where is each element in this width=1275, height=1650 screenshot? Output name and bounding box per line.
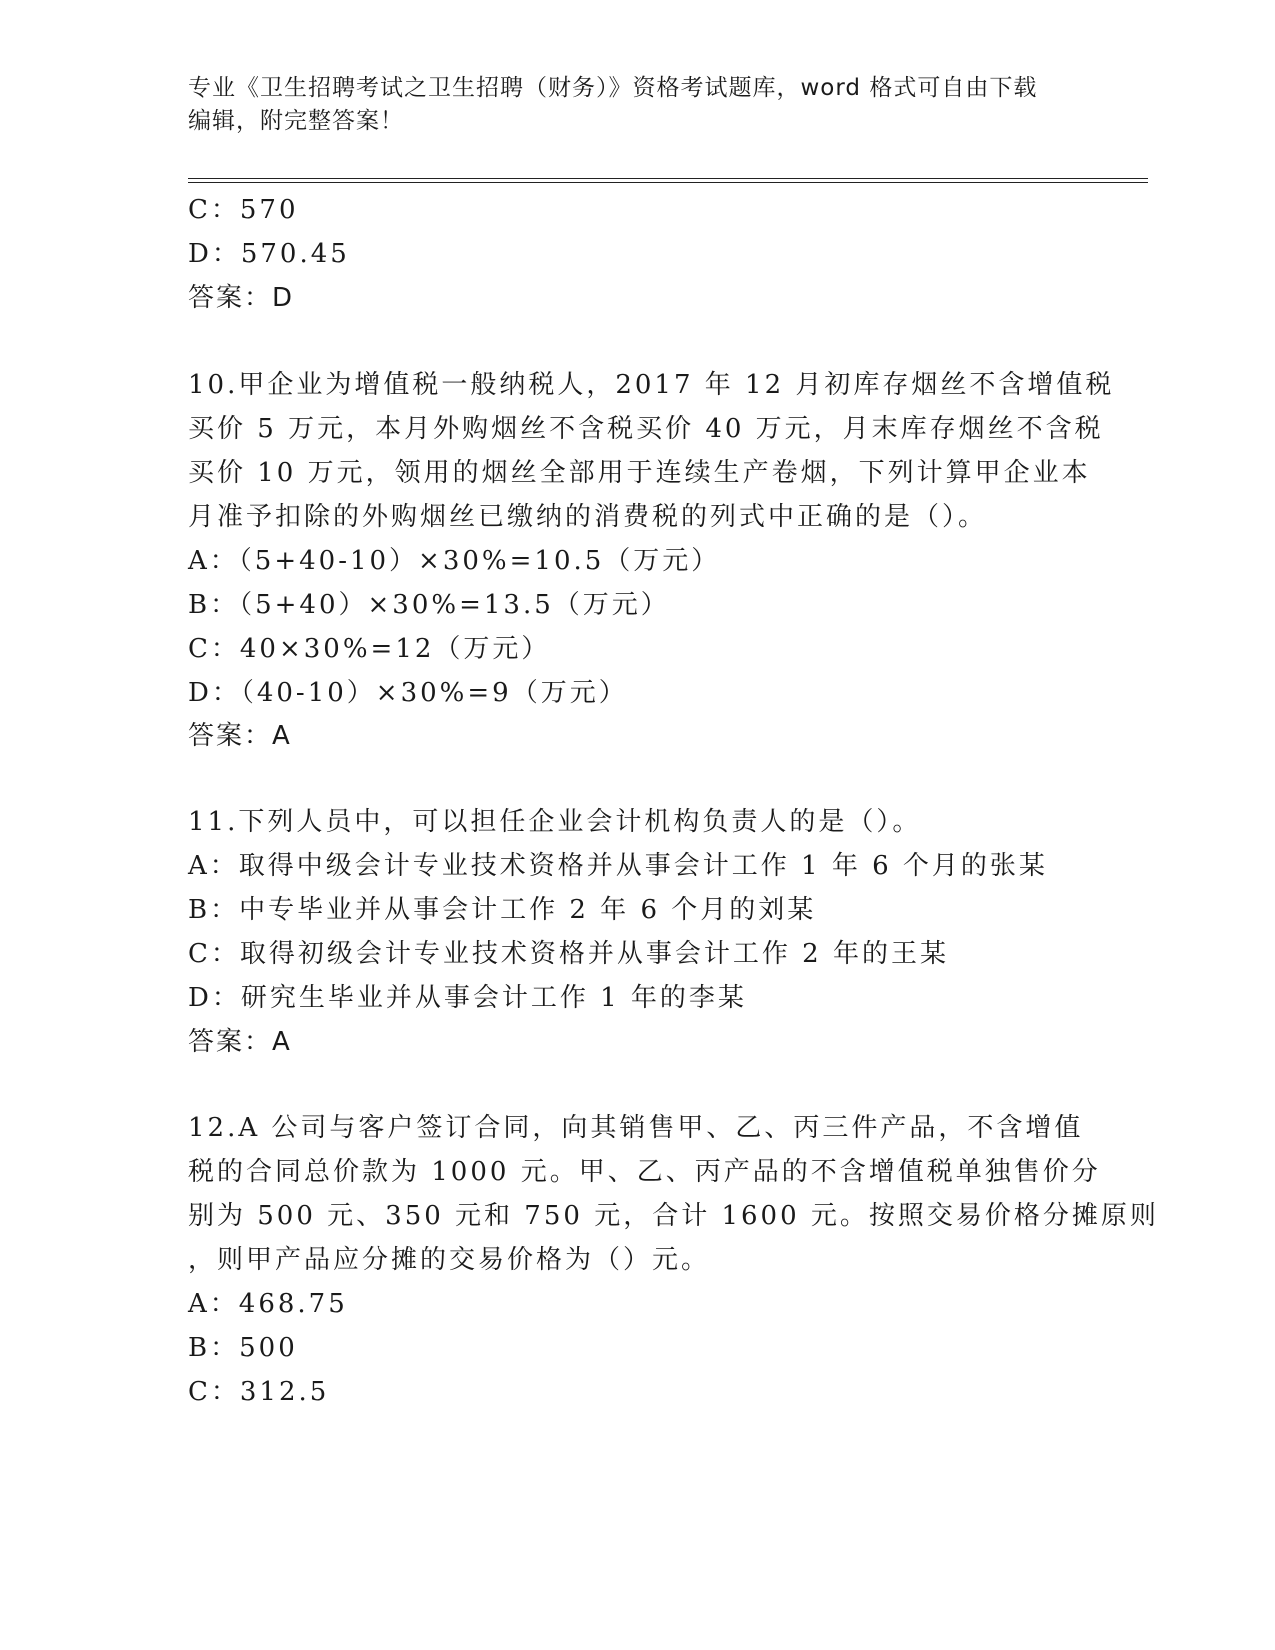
q9-option-d: D：570.45 — [188, 239, 350, 269]
q12-stem-line-2: 税的合同总价款为 1000 元。甲、乙、丙产品的不含增值税单独售价分 — [188, 1157, 1101, 1187]
q10-answer: 答案：A — [188, 721, 292, 751]
q10-stem-line-1: 10.甲企业为增值税一般纳税人，2017 年 12 月初库存烟丝不含增值税 — [188, 370, 1115, 400]
q10-option-d: D：（40-10）×30%=9（万元） — [188, 678, 628, 708]
header-divider-bottom — [188, 182, 1148, 183]
header-line-1: 专业《卫生招聘考试之卫生招聘（财务）》资格考试题库，word 格式可自由下载 — [188, 75, 1038, 101]
q10-option-b: B：（5+40）×30%=13.5（万元） — [188, 590, 670, 620]
q10-stem-line-2: 买价 5 万元，本月外购烟丝不含税买价 40 万元，月末库存烟丝不含税 — [188, 414, 1104, 444]
q11-option-b: B：中专毕业并从事会计工作 2 年 6 个月的刘某 — [188, 895, 817, 925]
header-line-2: 编辑，附完整答案！ — [188, 108, 404, 134]
q12-option-a: A：468.75 — [188, 1289, 348, 1319]
q10-stem-line-4: 月准予扣除的外购烟丝已缴纳的消费税的列式中正确的是（）。 — [188, 502, 988, 532]
q10-option-c: C：40×30%=12（万元） — [188, 634, 551, 664]
q12-stem-line-1: 12.A 公司与客户签订合同，向其销售甲、乙、丙三件产品，不含增值 — [188, 1113, 1084, 1143]
q12-stem-line-4: ，则甲产品应分摊的交易价格为（）元。 — [188, 1245, 711, 1275]
document-header — [188, 72, 1088, 138]
q11-option-a: A：取得中级会计专业技术资格并从事会计工作 1 年 6 个月的张某 — [188, 851, 1048, 881]
q11-option-d: D：研究生毕业并从事会计工作 1 年的李某 — [188, 983, 747, 1013]
q10-option-a: A：（5+40-10）×30%=10.5（万元） — [188, 546, 721, 576]
q11-option-c: C：取得初级会计专业技术资格并从事会计工作 2 年的王某 — [188, 939, 949, 969]
header-divider-top — [188, 178, 1148, 179]
q9-option-c: C：570 — [188, 195, 299, 225]
q9-answer: 答案：D — [188, 283, 295, 313]
q11-stem: 11.下列人员中，可以担任企业会计机构负责人的是（）。 — [188, 807, 922, 837]
q12-option-c: C：312.5 — [188, 1377, 330, 1407]
q11-answer: 答案：A — [188, 1027, 292, 1057]
q10-stem-line-3: 买价 10 万元，领用的烟丝全部用于连续生产卷烟，下列计算甲企业本 — [188, 458, 1091, 488]
q12-option-b: B：500 — [188, 1333, 298, 1363]
q12-stem-line-3: 别为 500 元、350 元和 750 元，合计 1600 元。按照交易价格分摊原则 — [188, 1201, 1159, 1231]
